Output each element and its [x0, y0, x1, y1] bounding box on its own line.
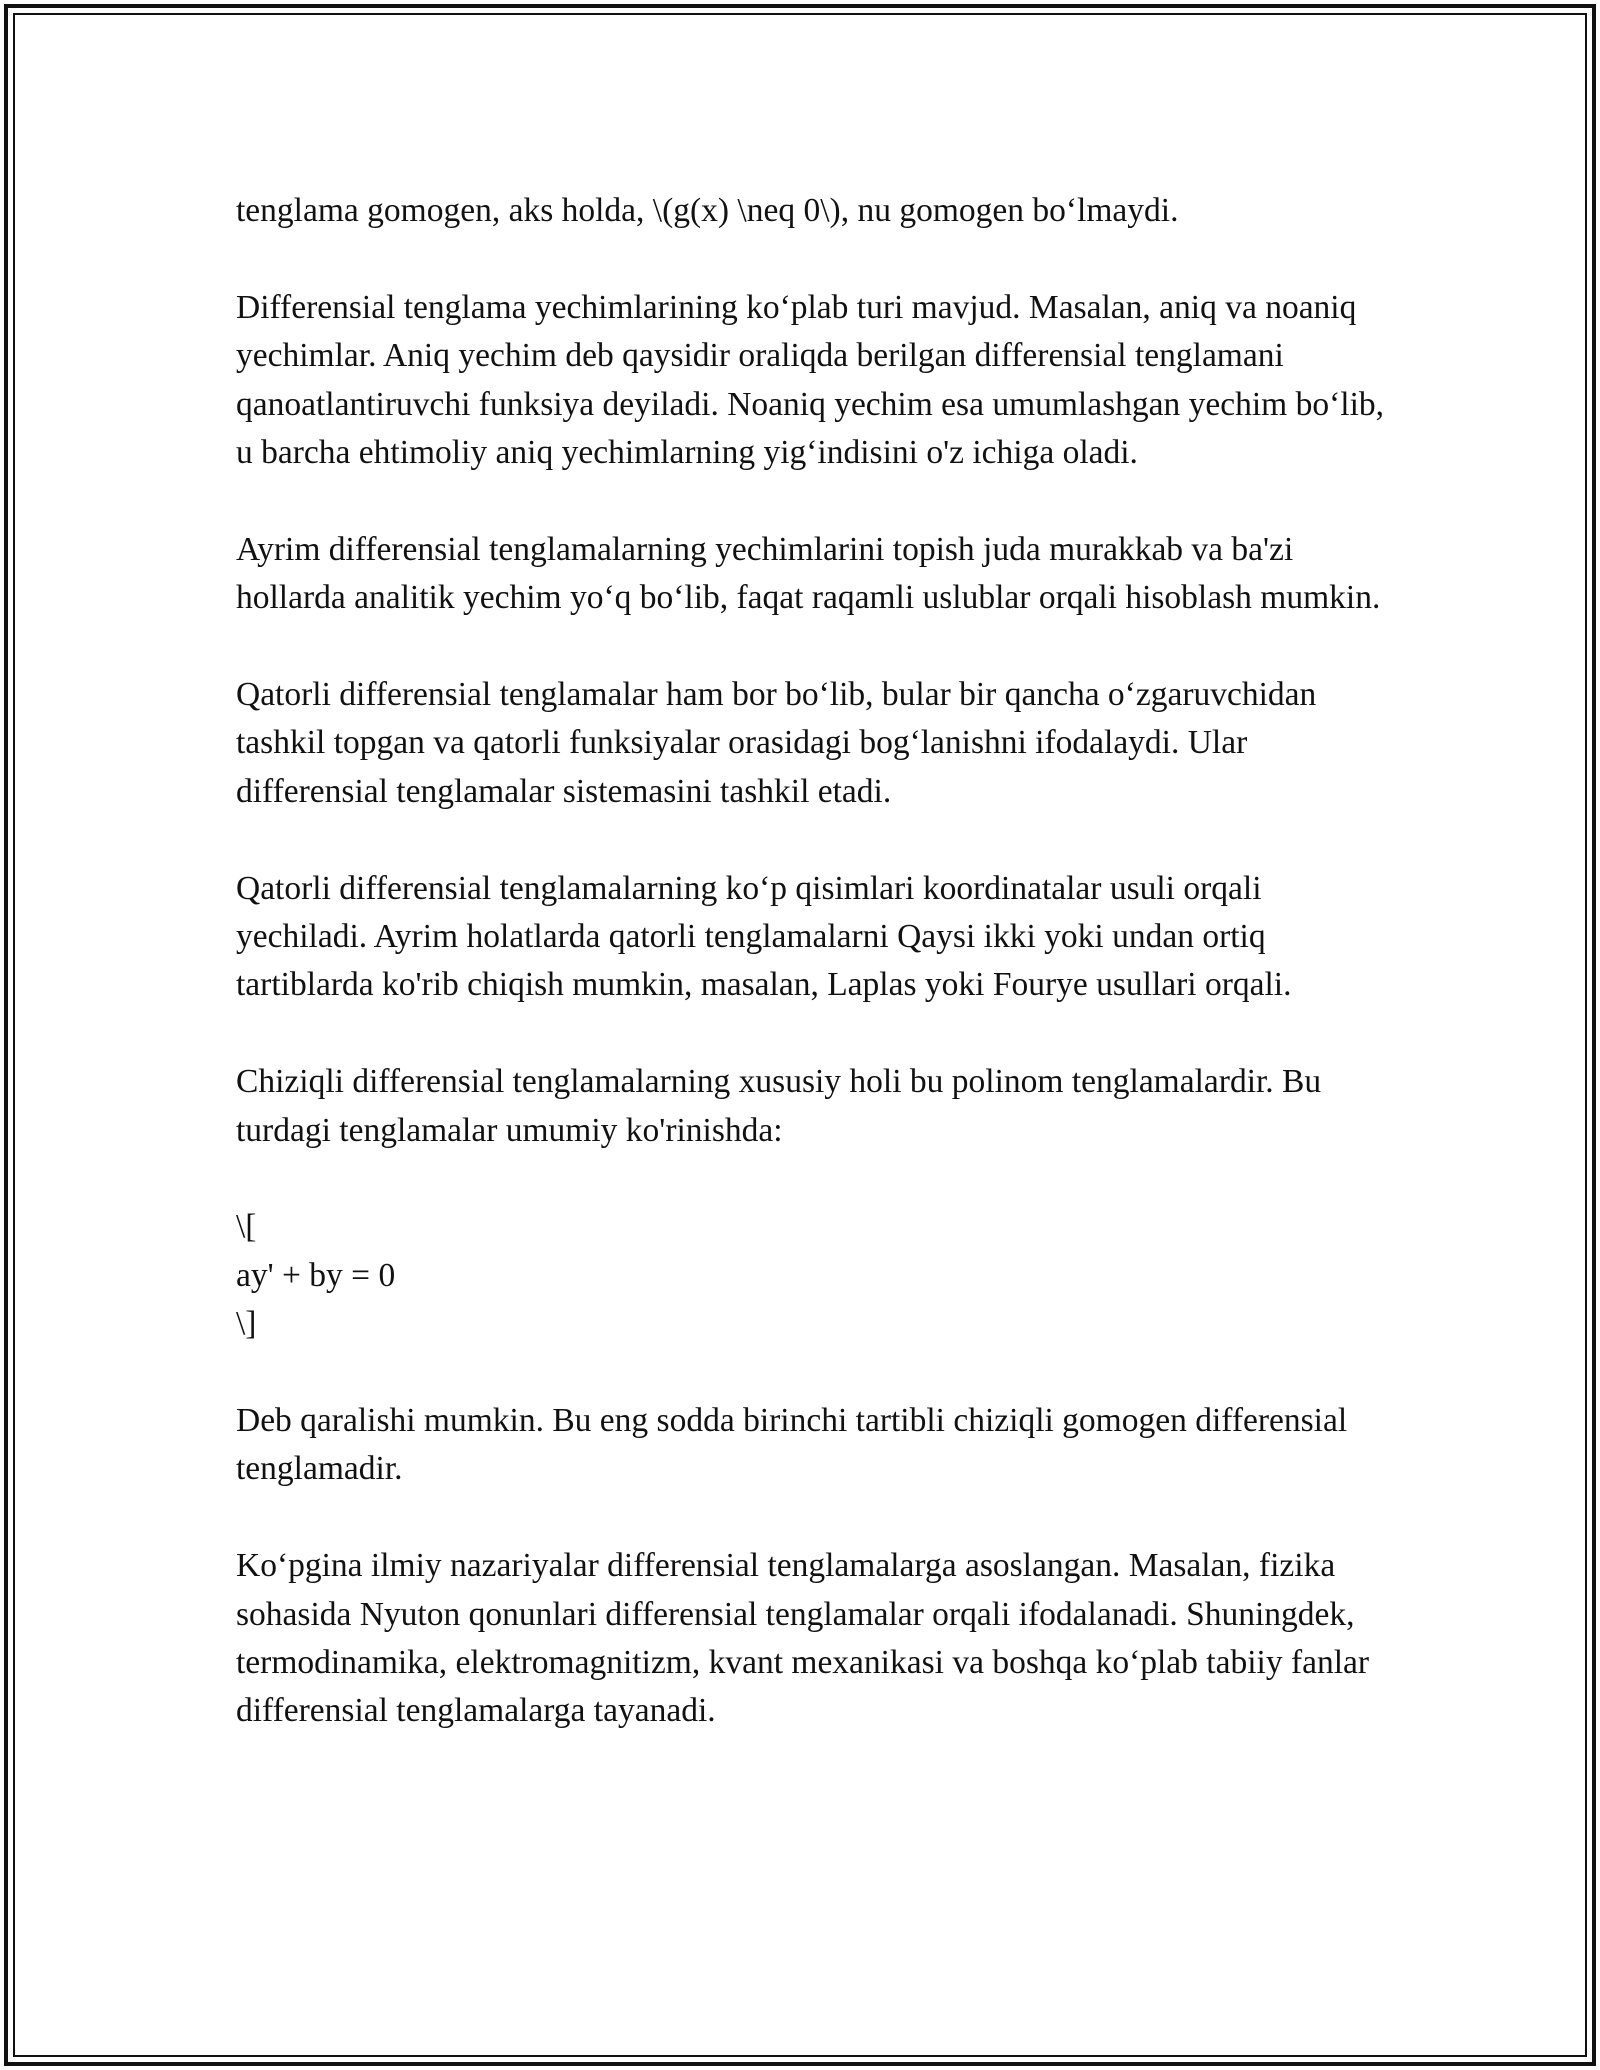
paragraph-linear-equations: Chiziqli differensial tenglamalarning xususiy holi bu polinom tenglamalardir. Bu turdagi tenglamalar umumiy ko'rinishda: [236, 1063, 1322, 1149]
paragraph-numerical-methods: Ayrim differensial tenglamalarning yechimlarini topish juda murakkab va ba'zi hollarda analitik yechim yo‘q bo‘lib, faqat raqamli uslublar orqali hisoblash mumkin. [236, 530, 1381, 617]
paragraph-coordinate-methods: Qatorli differensial tenglamalarning ko‘p qisimlari koordinatalar usuli orqali yechiladi. Ayrim holatlarda qatorli tenglamalarni Qaysi ikki yoki undan ortiq tartiblarda ko'rib chiqish mumkin, masalan, Laplas yoki Fourye usullari orqali. [236, 869, 1292, 1004]
paragraph-applications: Ko‘pgina ilmiy nazariyalar differensial tenglamalarga asoslangan. Masalan, fizika sohasida Nyuton qonunlari differensial tenglamalar orqali ifodalanadi. Shuningdek, termodinamika, elektromagnitizm, kvant mexanikasi va boshqa ko‘plab tabiiy fanlar differensial tenglamalarga tayanadi. [236, 1547, 1370, 1730]
paragraph-first-order: Deb qaralishi mumkin. Bu eng sodda birinchi tartibli chiziqli gomogen differensial tenglamadir. [236, 1402, 1348, 1488]
formula-close-delimiter: \] [236, 1305, 257, 1343]
document-body [236, 187, 1386, 1784]
formula-body: ay' + by = 0 [236, 1256, 396, 1294]
paragraph-homogeneity: tenglama gomogen, aks holda, \(g(x) \neq 0\), nu gomogen bo‘lmaydi. [236, 192, 1179, 229]
display-formula [236, 1203, 1386, 1348]
paragraph-systems: Qatorli differensial tenglamalar ham bor bo‘lib, bular bir qancha o‘zgaruvchidan tashkil topgan va qatorli funksiyalar orasidagi bog‘lanishni ifodalaydi. Ular differensial tenglamalar sistemasini tashkil etadi. [236, 676, 1317, 810]
formula-open-delimiter: \[ [236, 1208, 257, 1246]
paragraph-solution-types: Differensial tenglama yechimlarining ko‘plab turi mavjud. Masalan, aniq va noaniq yechimlar. Aniq yechim deb qaysidir oraliqda berilgan differensial tenglamani qanoatlantiruvchi funksiya deyiladi. Noaniq yechim esa umumlashgan yechim bo‘lib, u barcha ehtimoliy aniq yechimlarning yig‘indisini o'z ichiga oladi. [236, 288, 1385, 472]
